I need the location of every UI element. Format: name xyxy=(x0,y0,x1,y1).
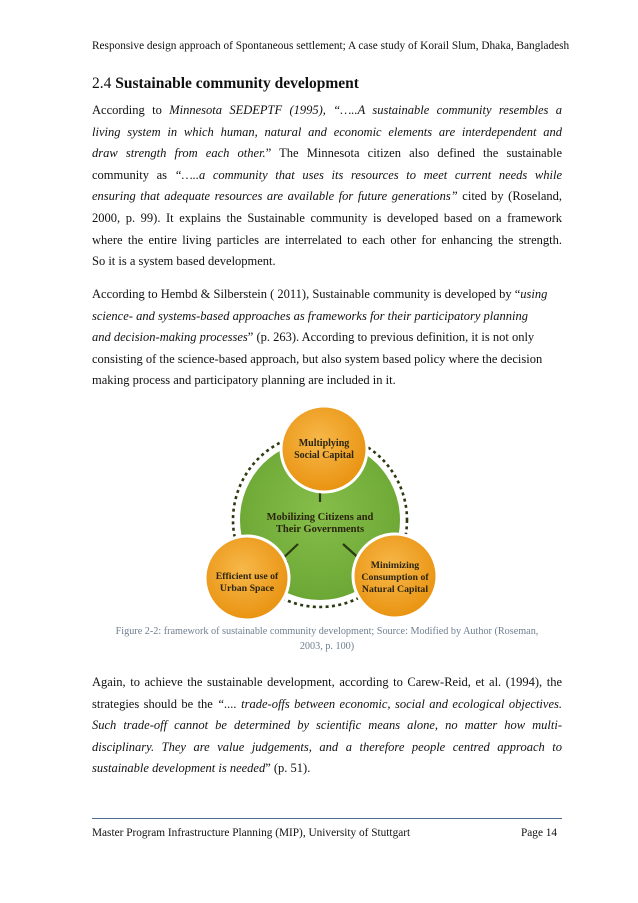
caption-line-2: 2003, p. 100) xyxy=(299,641,355,652)
left-label-line-2: Urban Space xyxy=(219,583,275,594)
center-label-line-2: Their Governments xyxy=(275,524,365,535)
para3-line-5: sustainable development is needed” (p. 51). xyxy=(92,761,311,776)
running-header: Responsive design approach of Spontaneous settlement; A case study of Korail Slum, Dhaka, Bangladesh xyxy=(92,40,570,52)
footer-institution: Master Program Infrastructure Planning (MIP), University of Stuttgart xyxy=(92,827,411,839)
section-heading xyxy=(92,75,359,93)
para1-line-4: community as “…..a community that uses its resources to meet current needs while xyxy=(92,167,562,182)
para2-line-1: According to Hembd & Silberstein ( 2011), Sustainable community is developed by “using xyxy=(92,287,548,301)
para2-line-3: and decision-making processes” (p. 263). According to previous definition, it is not only xyxy=(92,330,535,345)
para3-line-4: disciplinary. They are value judgements, and a therefore people centred approach to xyxy=(92,739,562,754)
para1-line-5: ensuring that adequate resources are available for future generations” cited by (Roseland, xyxy=(92,189,562,204)
top-label-line-2: Social Capital xyxy=(294,450,354,461)
para3-line-2: strategies should be the “.... trade-offs between economic, social and ecological objectives. xyxy=(92,696,562,711)
footer-divider xyxy=(92,818,562,819)
para3-line-1: Again, to achieve the sustainable development, according to Carew-Reid, et al. (1994), the xyxy=(92,675,562,689)
para2-line-2: science- and systems-based approaches as frameworks for their participatory planning xyxy=(92,308,528,323)
para1-line-3: draw strength from each other.” The Minnesota citizen also defined the sustainable xyxy=(92,146,562,161)
para1-line-7: where the entire living particles are interrelated to each other for enhancing the strength. xyxy=(92,232,562,247)
para1-line-8: So it is a system based development. xyxy=(92,254,276,269)
section-number: 2.4 xyxy=(92,75,112,92)
para1-line-2: living system in which human, natural and economic elements are interdependent and xyxy=(92,124,562,139)
para2-line-4: consisting of the science-based approach, but also system based policy where the decision xyxy=(92,351,543,366)
paragraph-3 xyxy=(92,672,562,780)
right-label-line-2: Consumption of xyxy=(361,572,429,583)
paragraph-2 xyxy=(92,284,562,392)
right-label-line-3: Natural Capital xyxy=(361,584,429,595)
para1-line-6: 2000, p. 99). It explains the Sustainable community is developed based on a framework xyxy=(92,210,562,225)
figure-caption xyxy=(92,624,562,654)
page-number: Page 14 xyxy=(521,827,558,839)
top-orange-circle xyxy=(281,406,367,492)
caption-line-1: Figure 2-2: framework of sustainable community development; Source: Modified by Author (Roseman, xyxy=(115,626,539,637)
right-label-line-1: Minimizing xyxy=(370,560,420,571)
top-label-line-1: Multiplying xyxy=(298,438,350,449)
center-label-line-1: Mobilizing Citizens and xyxy=(266,512,374,523)
para1-line-1: According to Minnesota SEDEPTF (1995), “…..A sustainable community resembles a xyxy=(92,103,562,117)
paragraph-1 xyxy=(92,100,562,273)
section-title: Sustainable community development xyxy=(115,75,359,92)
left-label-line-1: Efficient use of xyxy=(215,571,279,582)
para2-line-5: making process and participatory planning are included in it. xyxy=(92,373,396,388)
sustainable-community-diagram xyxy=(203,402,438,620)
para3-line-3: Such trade-off cannot be determined by scientific means alone, no matter how multi- xyxy=(92,718,562,733)
